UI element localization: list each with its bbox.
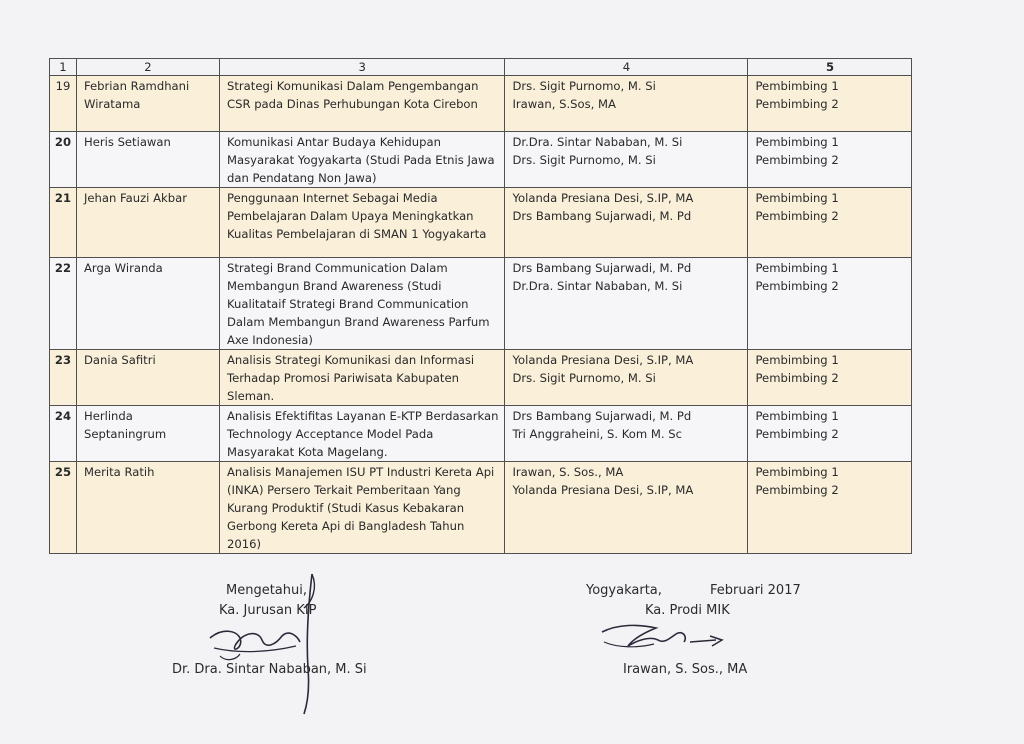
thesis-title xyxy=(220,132,505,188)
advisor-role: Pembimbing 2 xyxy=(755,97,839,111)
thesis-title-line: Axe Indonesia) xyxy=(227,333,313,347)
advisor-name: Yolanda Presiana Desi, S.IP, MA xyxy=(512,353,694,367)
advisors xyxy=(505,406,748,462)
handwritten-signature-left xyxy=(200,568,340,718)
advisor-name: Drs. Sigit Purnomo, M. Si xyxy=(512,79,656,93)
advisor-roles xyxy=(748,76,912,132)
student-name-line: Merita Ratih xyxy=(84,465,155,479)
row-number: 20 xyxy=(50,132,77,188)
department-head-name: Dr. Dra. Sintar Nababan, M. Si xyxy=(172,662,367,677)
student-name xyxy=(77,406,220,462)
advisor-table xyxy=(49,58,912,554)
table-row xyxy=(50,76,912,132)
advisor-roles xyxy=(748,462,912,554)
student-name-line: Febrian Ramdhani xyxy=(84,79,190,93)
advisor-role: Pembimbing 1 xyxy=(755,79,839,93)
thesis-title-line: Sleman. xyxy=(227,389,275,403)
department-head-title: Ka. Jurusan KIP xyxy=(219,603,317,618)
thesis-title-line: Komunikasi Antar Budaya Kehidupan xyxy=(227,135,441,149)
student-name-line: Heris Setiawan xyxy=(84,135,171,149)
table-row xyxy=(50,132,912,188)
advisor-name: Drs Bambang Sujarwadi, M. Pd xyxy=(512,261,692,275)
advisor-role: Pembimbing 2 xyxy=(755,371,839,385)
thesis-title-line: Strategi Brand Communication Dalam xyxy=(227,261,448,275)
header-row xyxy=(50,59,912,76)
advisor-name: Dr.Dra. Sintar Nababan, M. Si xyxy=(512,279,683,293)
thesis-title-line: Kurang Produktif (Studi Kasus Kebakaran xyxy=(227,501,465,515)
advisors xyxy=(505,258,748,350)
advisor-role: Pembimbing 2 xyxy=(755,153,839,167)
advisor-roles xyxy=(748,406,912,462)
thesis-title xyxy=(220,462,505,554)
thesis-title xyxy=(220,258,505,350)
advisor-name: Tri Anggraheini, S. Kom M. Sc xyxy=(512,427,682,441)
advisors xyxy=(505,76,748,132)
student-name xyxy=(77,188,220,258)
student-name xyxy=(77,132,220,188)
advisor-role: Pembimbing 1 xyxy=(755,135,839,149)
thesis-title-line: Kualitataif Strategi Brand Communication xyxy=(227,297,469,311)
student-name-line: Septaningrum xyxy=(84,427,167,441)
thesis-title-line: Technology Acceptance Model Pada xyxy=(227,427,434,441)
thesis-title-line: Analisis Strategi Komunikasi dan Informasi xyxy=(227,353,475,367)
thesis-title-line: dan Pendatang Non Jawa) xyxy=(227,171,377,185)
thesis-title-line: Membangun Brand Awareness (Studi xyxy=(227,279,442,293)
row-number: 25 xyxy=(50,462,77,554)
acknowledged-label: Mengetahui, xyxy=(226,583,307,598)
header-col-1: 1 xyxy=(50,59,77,76)
student-name xyxy=(77,76,220,132)
row-number: 19 xyxy=(50,76,77,132)
thesis-title-line: Dalam Membangun Brand Awareness Parfum xyxy=(227,315,490,329)
advisor-name: Drs Bambang Sujarwadi, M. Pd xyxy=(512,409,692,423)
student-name xyxy=(77,350,220,406)
advisor-name: Yolanda Presiana Desi, S.IP, MA xyxy=(512,191,694,205)
advisor-role: Pembimbing 2 xyxy=(755,209,839,223)
thesis-title-line: Analisis Efektifitas Layanan E-KTP Berdasarkan xyxy=(227,409,499,423)
row-number: 24 xyxy=(50,406,77,462)
advisor-role: Pembimbing 2 xyxy=(755,427,839,441)
advisors xyxy=(505,132,748,188)
thesis-title-line: Penggunaan Internet Sebagai Media xyxy=(227,191,438,205)
student-name-line: Wiratama xyxy=(84,97,141,111)
advisor-roles xyxy=(748,350,912,406)
thesis-title xyxy=(220,188,505,258)
advisor-role: Pembimbing 2 xyxy=(755,483,839,497)
table-row xyxy=(50,188,912,258)
row-number: 22 xyxy=(50,258,77,350)
row-number: 23 xyxy=(50,350,77,406)
thesis-title-line: Masyarakat Yogyakarta (Studi Pada Etnis Jawa xyxy=(227,153,495,167)
table-row xyxy=(50,406,912,462)
thesis-title-line: Kualitas Pembelajaran di SMAN 1 Yogyakarta xyxy=(227,227,487,241)
thesis-title-line: 2016) xyxy=(227,537,262,551)
advisor-role: Pembimbing 2 xyxy=(755,279,839,293)
thesis-title-line: (INKA) Persero Terkait Pemberitaan Yang xyxy=(227,483,461,497)
row-number: 21 xyxy=(50,188,77,258)
table-row xyxy=(50,258,912,350)
place-label: Yogyakarta, xyxy=(586,583,662,598)
advisor-name: Yolanda Presiana Desi, S.IP, MA xyxy=(512,483,694,497)
student-name-line: Arga Wiranda xyxy=(84,261,163,275)
advisors xyxy=(505,350,748,406)
advisor-name: Irawan, S.Sos, MA xyxy=(512,97,616,111)
advisor-name: Drs. Sigit Purnomo, M. Si xyxy=(512,371,656,385)
table-row xyxy=(50,350,912,406)
advisor-role: Pembimbing 1 xyxy=(755,409,839,423)
header-col-3: 3 xyxy=(220,59,505,76)
program-head-title: Ka. Prodi MIK xyxy=(645,603,730,618)
thesis-title xyxy=(220,76,505,132)
advisor-name: Dr.Dra. Sintar Nababan, M. Si xyxy=(512,135,683,149)
advisor-role: Pembimbing 1 xyxy=(755,465,839,479)
advisors xyxy=(505,188,748,258)
student-name-line: Jehan Fauzi Akbar xyxy=(84,191,187,205)
thesis-title-line: Gerbong Kereta Api di Bangladesh Tahun xyxy=(227,519,465,533)
advisors xyxy=(505,462,748,554)
thesis-title xyxy=(220,350,505,406)
advisor-role: Pembimbing 1 xyxy=(755,353,839,367)
advisor-name: Irawan, S. Sos., MA xyxy=(512,465,624,479)
thesis-title-line: Masyarakat Kota Magelang. xyxy=(227,445,388,459)
advisor-role: Pembimbing 1 xyxy=(755,261,839,275)
advisor-name: Drs. Sigit Purnomo, M. Si xyxy=(512,153,656,167)
thesis-title-line: Terhadap Promosi Pariwisata Kabupaten xyxy=(227,371,459,385)
advisor-roles xyxy=(748,188,912,258)
advisor-roles xyxy=(748,132,912,188)
thesis-title-line: Strategi Komunikasi Dalam Pengembangan xyxy=(227,79,479,93)
student-name-line: Herlinda xyxy=(84,409,133,423)
header-col-2: 2 xyxy=(77,59,220,76)
student-name xyxy=(77,258,220,350)
program-head-name: Irawan, S. Sos., MA xyxy=(623,662,748,677)
header-col-5: 5 xyxy=(748,59,912,76)
thesis-title-line: Analisis Manajemen ISU PT Industri Kereta Api xyxy=(227,465,495,479)
thesis-title-line: CSR pada Dinas Perhubungan Kota Cirebon xyxy=(227,97,478,111)
handwritten-signature-right xyxy=(598,618,738,658)
student-name xyxy=(77,462,220,554)
header-col-4: 4 xyxy=(505,59,748,76)
student-name-line: Dania Safitri xyxy=(84,353,156,367)
date-label: Februari 2017 xyxy=(710,583,801,598)
advisor-name: Drs Bambang Sujarwadi, M. Pd xyxy=(512,209,692,223)
thesis-title-line: Pembelajaran Dalam Upaya Meningkatkan xyxy=(227,209,474,223)
thesis-title xyxy=(220,406,505,462)
advisor-role: Pembimbing 1 xyxy=(755,191,839,205)
table-row xyxy=(50,462,912,554)
advisor-roles xyxy=(748,258,912,350)
